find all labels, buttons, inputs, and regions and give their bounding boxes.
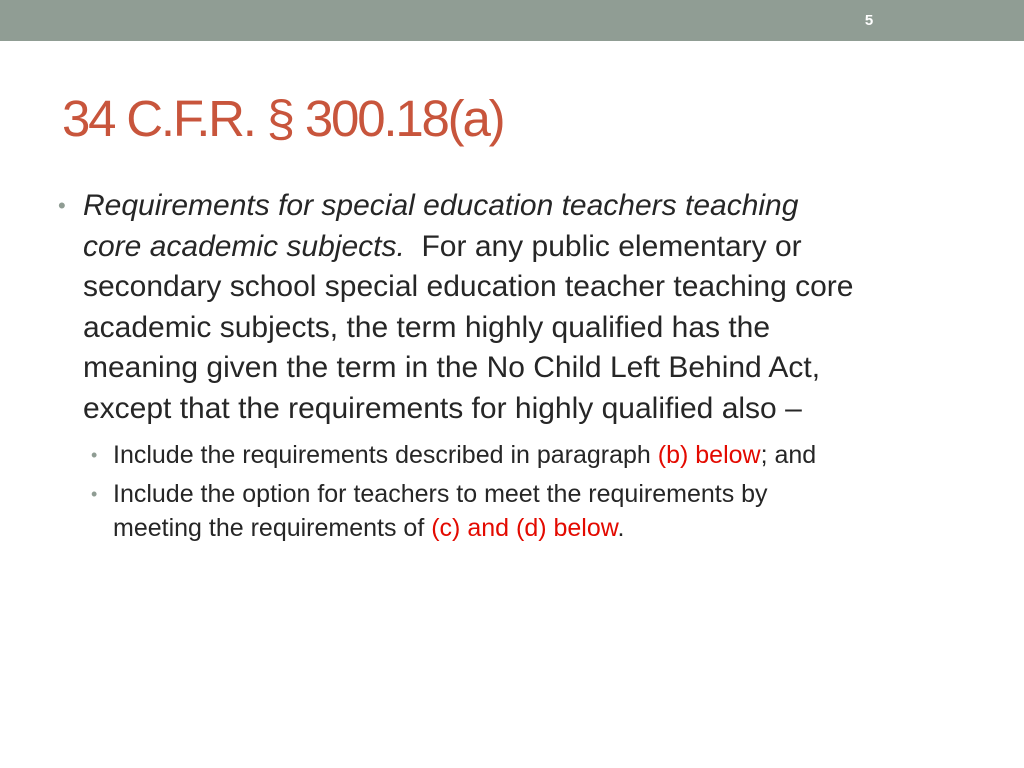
main-bullet-line-5: meaning given the term in the No Child Left Behind Act, — [83, 351, 821, 385]
reference-c-and-d-below: (c) and (d) below — [431, 513, 618, 542]
sub-bullet-dot-icon: • — [91, 484, 98, 505]
sub-bullet-2 — [91, 478, 978, 545]
main-bullet-line-3: secondary school special education teacher teaching core — [83, 270, 854, 304]
sub-bullet-2-text: meeting the requirements of — [113, 513, 432, 542]
sub-bullet-1-text: Include the requirements described in paragraph — [113, 440, 658, 469]
slide-content — [58, 186, 978, 545]
sub-bullet-2-line-1: Include the option for teachers to meet the requirements by — [113, 480, 768, 509]
top-bar — [0, 0, 1024, 41]
sub-bullet-dot-icon: • — [91, 444, 98, 465]
slide-number: 5 — [864, 12, 874, 29]
bullet-dot-icon: • — [58, 193, 66, 218]
main-bullet-line-2 — [83, 227, 978, 268]
main-bullet-text-start: For any public elementary or — [404, 229, 802, 263]
main-bullet-line-4: academic subjects, the term highly qualified has the — [83, 310, 771, 344]
main-bullet-line-6: except that the requirements for highly qualified also – — [83, 391, 802, 425]
main-bullet-heading-end: core academic subjects. — [83, 229, 405, 263]
sub-bullet-1-suffix: ; and — [760, 440, 817, 469]
slide-title: 34 C.F.R. § 300.18(a) — [62, 90, 504, 147]
sub-bullet-2-line-2 — [113, 512, 978, 546]
main-bullet-line-1: Requirements for special education teachers teaching — [83, 189, 799, 222]
sub-bullet-2-suffix: . — [617, 513, 625, 542]
reference-b-below: (b) below — [657, 440, 761, 469]
main-bullet — [58, 186, 978, 430]
sub-bullet-1-line — [113, 439, 978, 473]
sub-bullet-1 — [91, 439, 978, 473]
